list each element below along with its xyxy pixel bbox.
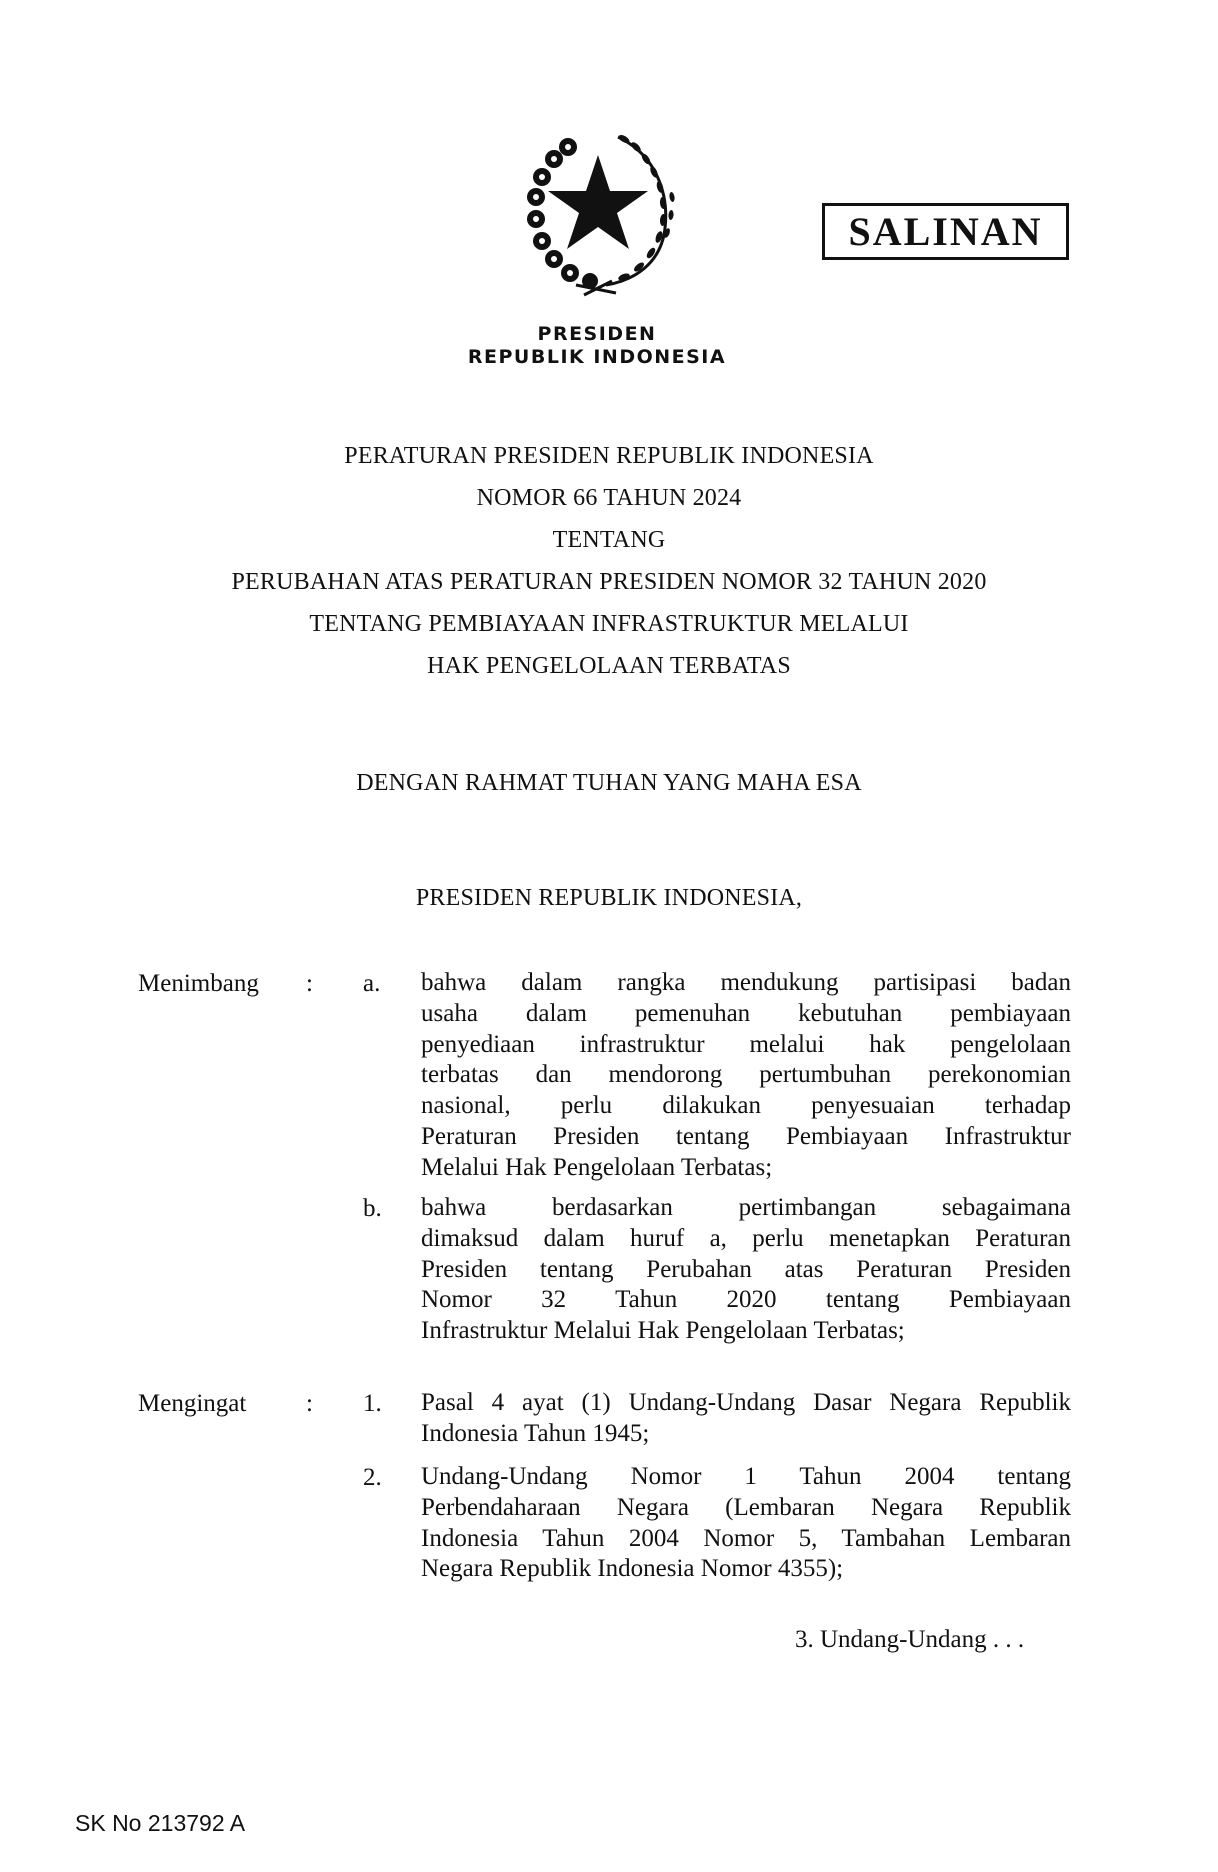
text-line: Negara Republik Indonesia Nomor 4355);	[421, 1555, 844, 1583]
text-line: Undang-Undang Nomor 1 Tahun 2004 tentang	[421, 1463, 1071, 1490]
mengingat-item-1	[421, 1388, 1071, 1450]
blessing-line: DENGAN RAHMAT TUHAN YANG MAHA ESA	[356, 770, 862, 796]
menimbang-item-a	[421, 968, 1071, 1184]
menimbang-item-b	[421, 1193, 1071, 1347]
text-line: Infrastruktur Melalui Hak Pengelolaan Terbatas;	[421, 1317, 905, 1345]
page-continuation: 3. Undang-Undang . . .	[795, 1626, 1025, 1653]
title-line-6: HAK PENGELOLAAN TERBATAS	[427, 653, 791, 679]
title-line-3: TENTANG	[552, 527, 666, 553]
office-label-republik: REPUBLIK INDONESIA	[467, 346, 727, 368]
footer-sk-number: SK No 213792 A	[75, 1810, 246, 1836]
text-line: nasional, perlu dilakukan penyesuaian terhadap	[421, 1092, 1071, 1120]
issuer-line: PRESIDEN REPUBLIK INDONESIA,	[415, 885, 803, 911]
text-line: terbatas dan mendorong pertumbuhan perekonomian	[421, 1061, 1071, 1089]
title-line-4: PERUBAHAN ATAS PERATURAN PRESIDEN NOMOR 32 TAHUN 2020	[231, 569, 987, 595]
text-line: Nomor 32 Tahun 2020 tentang Pembiayaan	[421, 1286, 1071, 1314]
salinan-stamp	[822, 203, 1069, 260]
item-marker-1: 1.	[363, 1390, 382, 1417]
section-label-mengingat: Mengingat	[138, 1390, 247, 1417]
text-line: bahwa berdasarkan pertimbangan sebagaimana	[421, 1194, 1071, 1221]
text-line: Pasal 4 ayat (1) Undang-Undang Dasar Negara Republik	[421, 1389, 1071, 1416]
text-line: Indonesia Tahun 1945;	[421, 1419, 650, 1447]
section-label-menimbang: Menimbang	[138, 970, 259, 997]
item-marker-2: 2.	[363, 1464, 382, 1491]
title-line-2: NOMOR 66 TAHUN 2024	[476, 485, 742, 511]
text-line: dimaksud dalam huruf a, perlu menetapkan Peraturan	[421, 1224, 1071, 1252]
section-colon-mengingat: :	[306, 1390, 313, 1417]
state-emblem-icon	[506, 125, 686, 300]
text-line: usaha dalam pemenuhan kebutuhan pembiayaan	[421, 999, 1071, 1027]
text-line: Melalui Hak Pengelolaan Terbatas;	[421, 1153, 773, 1181]
mengingat-item-2	[421, 1462, 1071, 1585]
title-line-5: TENTANG PEMBIAYAAN INFRASTRUKTUR MELALUI	[309, 611, 909, 637]
item-marker-b: b.	[363, 1195, 382, 1222]
text-line: penyediaan infrastruktur melalui hak pengelolaan	[421, 1030, 1071, 1058]
text-line: Perbendaharaan Negara (Lembaran Negara Republik	[421, 1493, 1071, 1521]
text-line: Indonesia Tahun 2004 Nomor 5, Tambahan Lembaran	[421, 1524, 1071, 1552]
title-line-1: PERATURAN PRESIDEN REPUBLIK INDONESIA	[344, 443, 874, 469]
office-label-presiden: PRESIDEN	[537, 323, 657, 345]
salinan-stamp-text: SALINAN	[848, 209, 1043, 254]
item-marker-a: a.	[363, 970, 381, 997]
text-line: bahwa dalam rangka mendukung partisipasi badan	[421, 969, 1071, 996]
section-colon-menimbang: :	[306, 970, 313, 997]
text-line: Peraturan Presiden tentang Pembiayaan Infrastruktur	[421, 1122, 1071, 1150]
text-line: Presiden tentang Perubahan atas Peraturan Presiden	[421, 1255, 1071, 1283]
